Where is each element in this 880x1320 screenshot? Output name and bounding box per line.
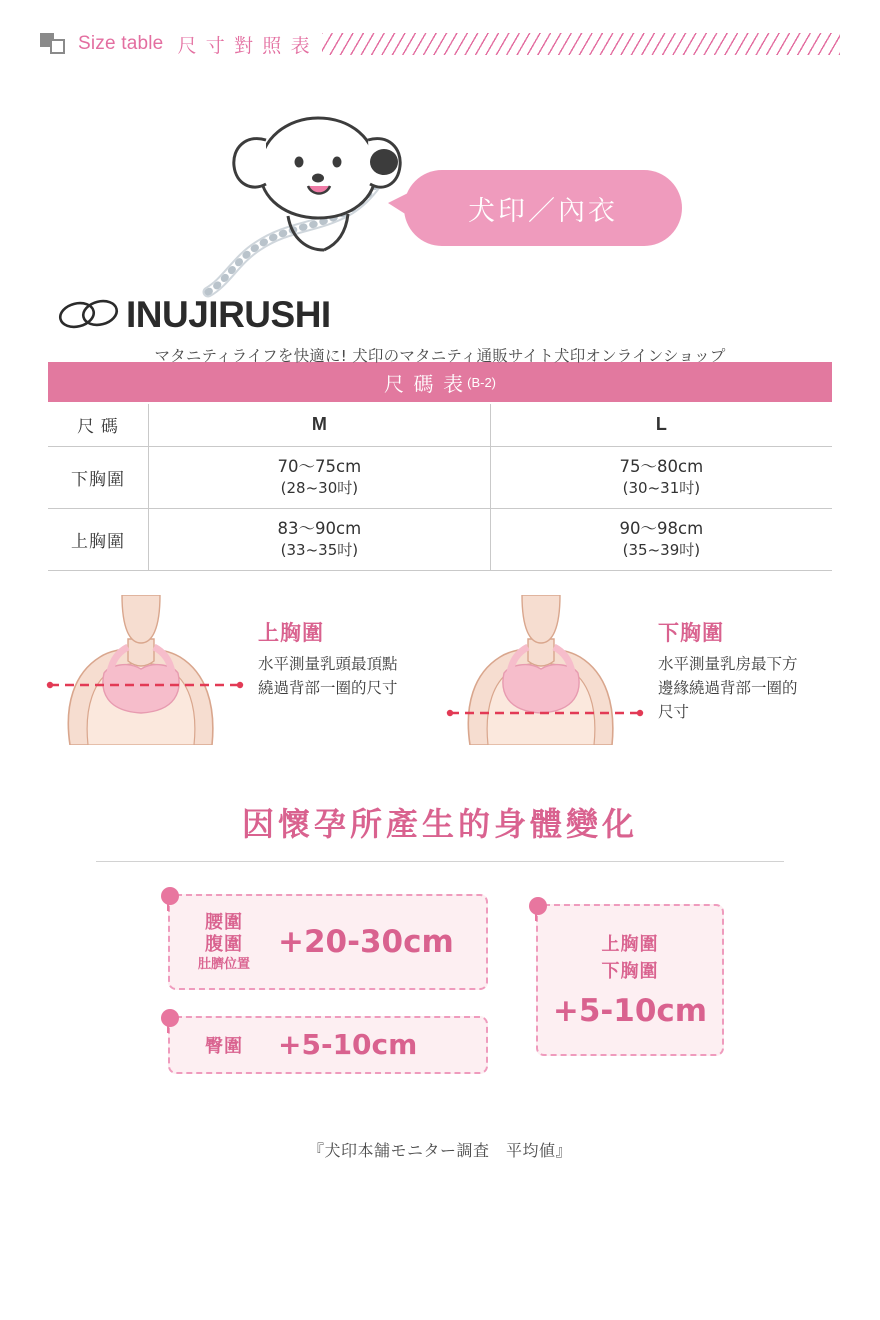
measurement-guides <box>0 571 880 745</box>
card-bust-label-2: 下胸圍 <box>601 960 659 981</box>
pin-icon <box>161 887 179 905</box>
card-bust-value: +5-10cm <box>552 992 708 1029</box>
measurement-underbust-title: 下胸圍 <box>658 621 724 645</box>
card-waist-label-3: 肚臍位置 <box>197 955 250 971</box>
cell-underbust-l-cm: 75〜80cm <box>619 456 704 476</box>
card-waist-value: +20-30cm <box>278 923 454 960</box>
inujirushi-logo-mark <box>58 296 120 335</box>
size-table-title <box>48 362 832 402</box>
card-hip-label: 臀圍 <box>205 1035 243 1056</box>
cell-overbust-m-cm: 83〜90cm <box>277 518 362 538</box>
size-table-block <box>0 362 880 571</box>
size-table <box>48 404 832 571</box>
card-hip <box>168 1016 488 1074</box>
size-table-title-text: 尺 碼 表 <box>383 373 466 396</box>
card-bust-label-1: 上胸圍 <box>601 933 659 954</box>
pin-icon <box>529 897 547 915</box>
hero-section <box>0 62 880 365</box>
row-label-overbust: 上胸圍 <box>48 508 149 570</box>
row-label-underbust: 下胸圍 <box>48 446 149 508</box>
measurement-overbust <box>40 595 440 745</box>
cell-overbust-l <box>490 508 832 570</box>
cell-overbust-m-inch: (33~35吋) <box>280 541 359 559</box>
measurement-overbust-text <box>250 595 408 701</box>
col-header-l: L <box>490 404 832 446</box>
body-changes-section <box>0 799 880 1161</box>
window-squares-icon <box>40 33 66 55</box>
cell-underbust-l <box>490 446 832 508</box>
size-table-title-sub: (B-2) <box>467 374 496 390</box>
cell-underbust-m-inch: (28~30吋) <box>280 479 359 497</box>
header-title-zh: 尺 寸 對 照 表 <box>177 35 312 57</box>
card-bust <box>536 904 724 1056</box>
col-header-size: 尺 碼 <box>48 404 149 446</box>
bubble-text: 犬印／內衣 <box>468 195 618 227</box>
table-row <box>48 446 832 508</box>
measurement-underbust <box>440 595 840 745</box>
header-title-en: Size table <box>78 33 164 54</box>
pin-icon <box>161 1009 179 1027</box>
cell-overbust-m <box>149 508 491 570</box>
table-row <box>48 508 832 570</box>
logo-text: INUJIRUSHI <box>126 294 331 335</box>
measurement-underbust-desc: 水平測量乳房最下方邊緣繞過背部一圈的尺寸 <box>658 655 798 721</box>
brand-logo <box>58 294 331 336</box>
divider <box>96 861 784 862</box>
body-changes-footnote: 『犬印本舗モニター調査 平均値』 <box>307 1140 572 1160</box>
body-changes-cards <box>0 876 880 1126</box>
speech-bubble <box>404 170 682 246</box>
body-changes-title: 因懷孕所產生的身體變化 <box>241 805 638 842</box>
card-hip-value: +5-10cm <box>278 1028 418 1061</box>
under-bust-measure-illustration <box>440 595 650 745</box>
tagline: マタニティライフを快適に! 犬印のマタニティ通販サイト犬印オンラインショップ <box>154 347 726 365</box>
card-waist-belly <box>168 894 488 990</box>
cell-overbust-l-cm: 90〜98cm <box>619 518 704 538</box>
cell-overbust-l-inch: (35~39吋) <box>622 541 701 559</box>
card-waist-label-1: 腰圍 <box>205 911 243 932</box>
col-header-m: M <box>149 404 491 446</box>
header-hatch-decoration <box>322 33 840 55</box>
cell-underbust-m-cm: 70〜75cm <box>277 456 362 476</box>
table-header-row <box>48 404 832 446</box>
measurement-overbust-title: 上胸圍 <box>258 621 324 645</box>
cell-underbust-l-inch: (30~31吋) <box>622 479 701 497</box>
page-header <box>0 0 880 62</box>
card-waist-label-2: 腹圍 <box>205 934 243 955</box>
upper-bust-measure-illustration <box>40 595 250 745</box>
measurement-underbust-text <box>650 595 808 725</box>
card-waist-belly-labels <box>170 911 278 972</box>
cell-underbust-m <box>149 446 491 508</box>
measurement-overbust-desc: 水平測量乳頭最頂點繞過背部一圈的尺寸 <box>258 655 398 697</box>
